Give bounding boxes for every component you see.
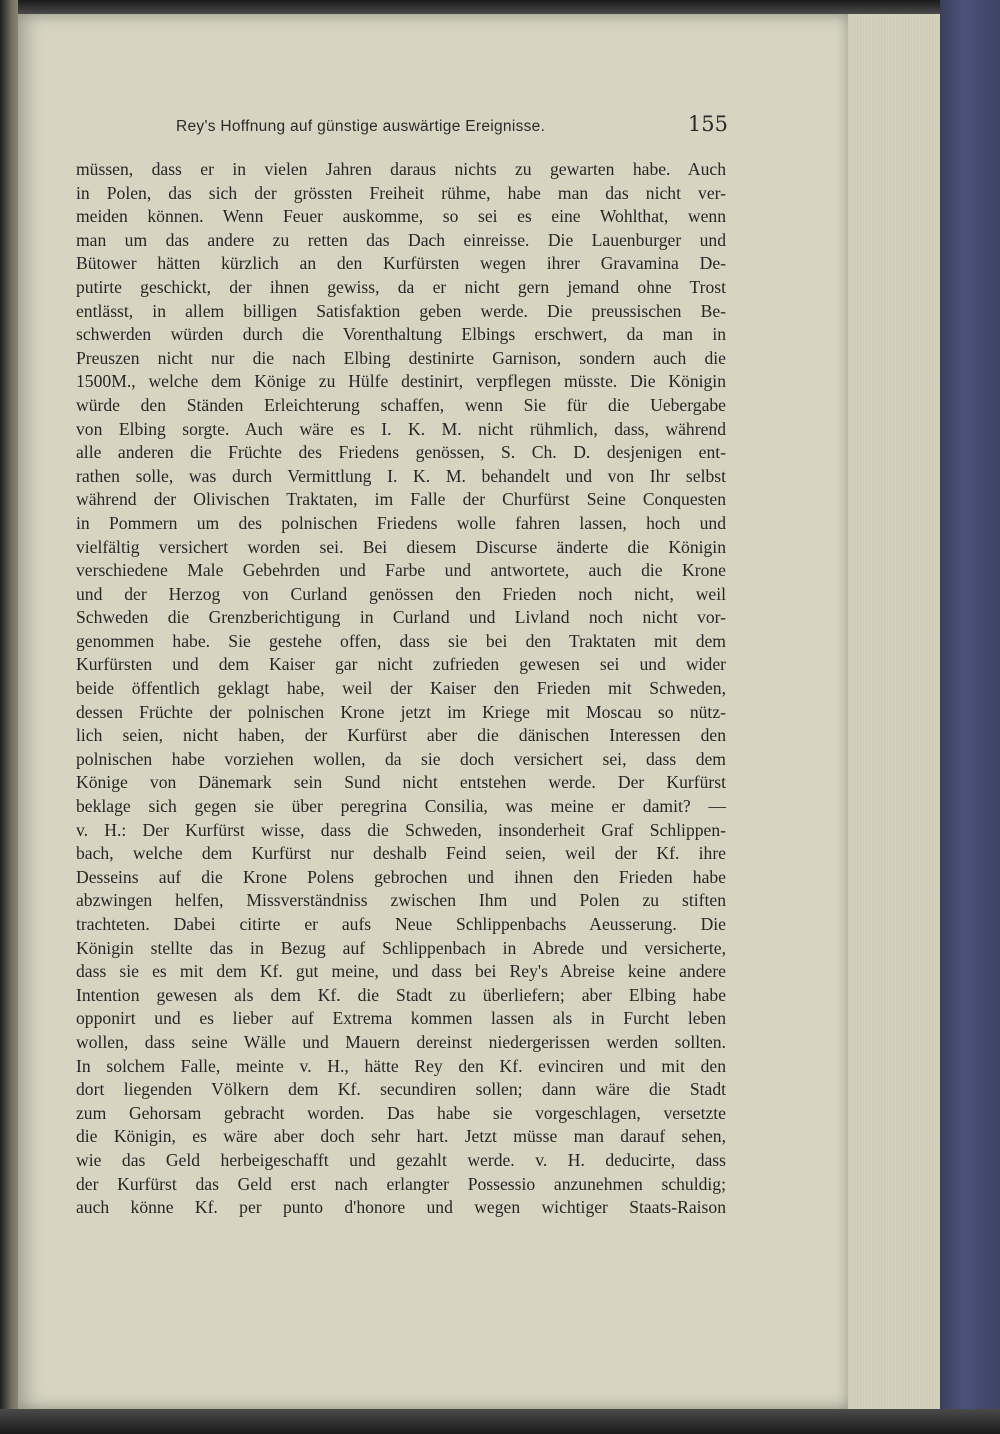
facing-page-edge [0,0,18,1434]
text-line: polnischen habe vorziehen wollen, da sie doch versichert sei, dass dem [76,748,726,769]
text-line: trachteten. Dabei citirte er aufs Neue Schlippenbachs Aeusserung. Die [76,914,726,934]
text-line: meiden können. Wenn Feuer auskomme, so sei es eine Wohlthat, wenn [76,206,726,227]
body-text [76,158,726,1220]
text-line: zum Gehorsam gebracht worden. Das habe sie vorgeschlagen, versetzte [76,1102,726,1123]
text-line: abzwingen helfen, Missverständniss zwischen Ihm und Polen zu stiften [76,890,726,911]
text-line: von Elbing sorgte. Auch wäre es I. K. M. nicht rühmlich, dass, während [76,418,726,439]
text-line: alle anderen die Früchte des Friedens genössen, S. Ch. D. desjenigen ent- [76,442,726,463]
text-line: man um das andere zu retten das Dach einreisse. Die Lauenburger und [76,229,726,250]
running-title: Rey's Hoffnung auf günstige auswärtige Ereignisse. [176,118,546,135]
text-line: müssen, dass er in vielen Jahren daraus nichts zu gewarten habe. Auch [76,159,726,179]
text-line: beklage sich gegen sie über peregrina Consilia, was meine er damit? — [76,796,726,817]
text-line: verschiedene Male Gebehrden und Farbe und antwortete, auch die Krone [76,560,726,581]
text-line: Bütower hätten kürzlich an den Kurfürsten wegen ihrer Gravamina De- [76,253,726,274]
text-line: bach, welche dem Kurfürst nur deshalb Feind seien, weil der Kf. ihre [76,843,726,864]
text-line: wie das Geld herbeigeschafft und gezahlt werde. v. H. deducirte, dass [76,1149,726,1170]
text-line: Schweden die Grenzberichtigung in Curland und Livland noch nicht vor- [76,607,726,628]
text-line: Könige von Dänemark sein Sund nicht entstehen werde. Der Kurfürst [76,772,726,793]
text-line: dass sie es mit dem Kf. gut meine, und dass bei Rey's Abreise keine andere [76,961,726,982]
text-line: und der Herzog von Curland genössen den Frieden noch nicht, weil [76,583,726,604]
book-cover-top [0,0,1000,14]
text-line: beide öffentlich geklagt habe, weil der Kaiser den Frieden mit Schweden, [76,678,726,699]
text-line: auch könne Kf. per punto d'honore und wegen wichtiger Staats-Raison [76,1197,726,1218]
book-cover-bottom [0,1409,1000,1434]
text-line: vielfältig versichert worden sei. Bei diesem Discurse änderte die Königin [76,536,726,557]
text-line: während der Olivischen Traktaten, im Falle der Churfürst Seine Conquesten [76,489,726,510]
text-line: der Kurfürst das Geld erst nach erlangter Possessio anzunehmen schuldig; [76,1173,726,1194]
text-line: würde den Ständen Erleichterung schaffen, wenn Sie für die Uebergabe [76,394,726,415]
text-line: in Polen, das sich der grössten Freiheit rühme, habe man das nicht ver- [76,182,726,203]
text-line: Königin stellte das in Bezug auf Schlippenbach in Abrede und versicherte, [76,937,726,958]
text-line: In solchem Falle, meinte v. H., hätte Rey den Kf. evinciren und mit den [76,1055,726,1076]
text-line: schwerden würden durch die Vorenthaltung Elbings erschwert, da man in [76,324,726,345]
text-line: Intention gewesen als dem Kf. die Stadt zu überliefern; aber Elbing habe [76,984,726,1005]
text-line: genommen habe. Sie gestehe offen, dass sie bei den Traktaten mit dem [76,630,726,651]
text-line: opponirt und es lieber auf Extrema kommen lassen als in Furcht leben [76,1008,726,1029]
text-line: entlässt, in allem billigen Satisfaktion geben werde. Die preussischen Be- [76,300,726,321]
page-number: 155 [687,112,728,136]
text-line: Kurfürsten und dem Kaiser gar nicht zufrieden gewesen sei und wider [76,654,726,675]
text-line: rathen solle, was durch Vermittlung I. K. M. behandelt und von Ihr selbst [76,465,726,486]
text-line: Preuszen nicht nur die nach Elbing destinirte Garnison, sondern auch die [76,347,726,368]
text-line: v. H.: Der Kurfürst wisse, dass die Schweden, insonderheit Graf Schlippen- [76,819,726,840]
text-line: dessen Früchte der polnischen Krone jetzt im Kriege mit Moscau so nütz- [76,701,726,722]
book-cover-right [940,0,1000,1434]
running-head [176,112,736,142]
text-line: lich seien, nicht haben, der Kurfürst aber die dänischen Interessen den [76,725,726,746]
text-line: putirte geschickt, der ihnen gewiss, da er nicht gern jemand ohne Trost [76,276,726,297]
page-block-edge [848,14,940,1409]
text-line: in Pommern um des polnischen Friedens wolle fahren lassen, hoch und [76,512,726,533]
text-line: Desseins auf die Krone Polens gebrochen und ihnen den Frieden habe [76,866,726,887]
text-line: die Königin, es wäre aber doch sehr hart. Jetzt müsse man darauf sehen, [76,1126,726,1147]
text-line: 1500M., welche dem Könige zu Hülfe destinirt, verpflegen müsste. Die Königin [76,371,726,392]
text-line: dort liegenden Völkern dem Kf. secundiren sollen; dann wäre die Stadt [76,1079,726,1100]
text-line: wollen, dass seine Wälle und Mauern dereinst niedergerissen werden sollten. [76,1031,726,1052]
